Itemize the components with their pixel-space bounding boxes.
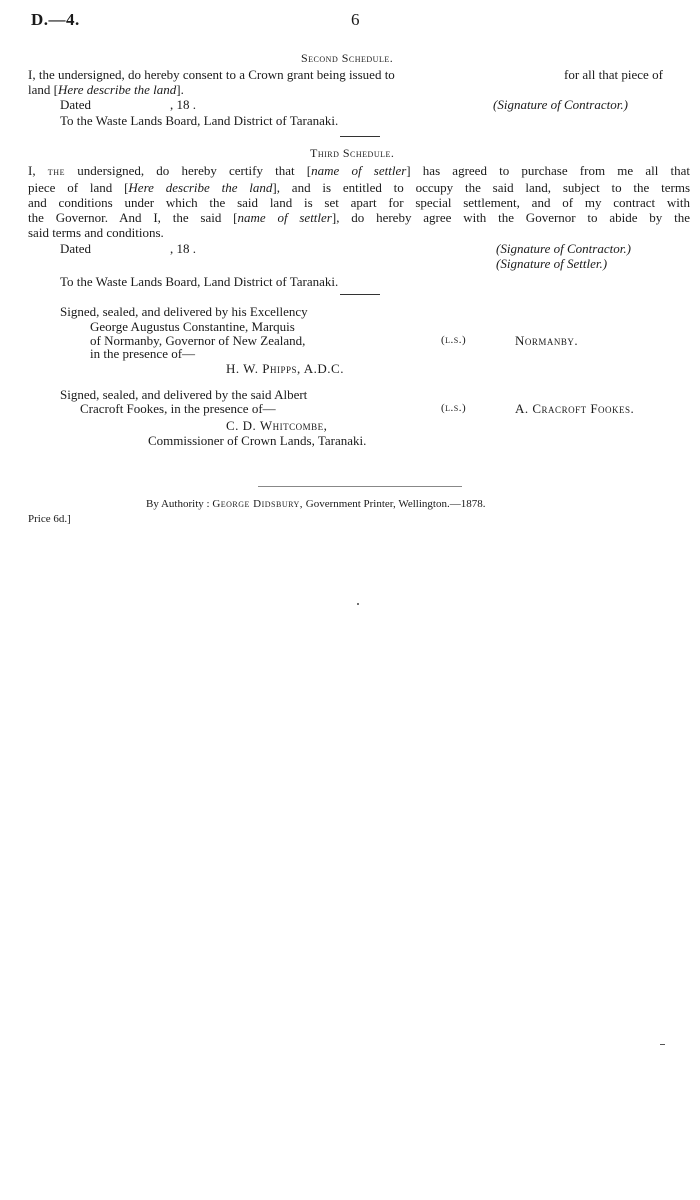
section-divider (340, 136, 380, 137)
attestation-2-seal: (l.s.) (441, 402, 467, 414)
third-schedule-dated: Dated (60, 241, 92, 256)
para-text: the Governor. And I, the said [ (28, 210, 238, 225)
second-schedule-land-close: ]. (176, 82, 184, 97)
attestation-1-line: in the presence of— (90, 346, 196, 361)
third-schedule-address: To the Waste Lands Board, Land District of Taranaki. (60, 274, 339, 289)
document-reference: D.—4. (31, 10, 80, 29)
attestation-1-signatory: Normanby. (515, 333, 579, 348)
para-text: ], do hereby agree with the Governor to abide by the (331, 210, 690, 225)
third-schedule-signature-settler: (Signature of Settler.) (496, 256, 608, 271)
second-schedule-line1-right: for all that piece of (564, 67, 663, 82)
second-schedule-dated: Dated (60, 97, 92, 112)
imprint-rule (258, 486, 462, 487)
para-text: undersigned, do hereby certify that [ (65, 163, 312, 178)
attestation-2-line: Cracroft Fookes, in the presence of— (80, 401, 276, 416)
section-divider (340, 294, 380, 295)
second-schedule-line1-text: I, the undersigned, do hereby consent to a Crown grant being issued to (28, 67, 395, 82)
para-text: ], and is entitled to occupy the said land, subject to the terms (272, 180, 690, 195)
second-schedule-line2 (28, 82, 184, 97)
price: Price 6d.] (28, 513, 71, 525)
second-schedule-line1 (28, 67, 395, 82)
para-text: piece of land [ (28, 180, 129, 195)
para-line (28, 163, 690, 180)
second-schedule-year: , 18 . (170, 97, 196, 112)
para-text: said terms and conditions. (28, 225, 164, 240)
third-schedule-paragraph (28, 163, 690, 240)
attestation-1-line: George Augustus Constantine, Marquis (90, 319, 295, 334)
para-text: ] has agreed to purchase from me all that (406, 163, 690, 178)
third-schedule-year: , 18 . (170, 241, 196, 256)
speck-mark (357, 603, 359, 605)
attestation-2-line: Signed, sealed, and delivered by the said Albert (60, 387, 308, 402)
attestation-2-witness-title: Commissioner of Crown Lands, Taranaki. (148, 433, 367, 448)
imprint (146, 497, 485, 512)
attestation-2-signatory: A. Cracroft Fookes. (515, 401, 635, 416)
third-schedule-signature-contractor: (Signature of Contractor.) (496, 241, 631, 256)
para-text: and conditions under which the said land is set apart for special settlement, and of my contract with (28, 195, 690, 210)
para-line (28, 210, 690, 225)
para-line (28, 195, 690, 210)
speck-mark (660, 1044, 665, 1045)
attestation-1-line: of Normanby, Governor of New Zealand, (90, 333, 306, 348)
imprint-prefix: By Authority : (146, 498, 210, 510)
second-schedule-heading: Second Schedule. (301, 51, 394, 65)
second-schedule-land-open: land [ (28, 82, 58, 97)
para-text: the (47, 166, 66, 178)
second-schedule-address: To the Waste Lands Board, Land District of Taranaki. (60, 113, 339, 128)
imprint-suffix: Government Printer, Wellington.—1878. (305, 498, 486, 510)
attestation-1-witness: H. W. Phipps, A.D.C. (226, 361, 344, 376)
para-italic: name of settler (311, 163, 407, 178)
para-italic: Here describe the land (128, 180, 273, 195)
attestation-1-seal: (l.s.) (441, 334, 467, 346)
attestation-1-line: Signed, sealed, and delivered by his Excellency (60, 304, 308, 319)
imprint-printer: George Didsbury, (212, 498, 304, 510)
third-schedule-heading: Third Schedule. (310, 146, 395, 160)
para-line (28, 225, 690, 240)
para-italic: name of settler (237, 210, 332, 225)
second-schedule-land-italic: Here describe the land (57, 82, 177, 97)
attestation-2-witness: C. D. Whitcombe, (226, 418, 328, 433)
para-text: I, (28, 163, 48, 178)
para-line (28, 180, 690, 195)
second-schedule-signature: (Signature of Contractor.) (493, 97, 628, 112)
page-number: 6 (351, 10, 360, 29)
